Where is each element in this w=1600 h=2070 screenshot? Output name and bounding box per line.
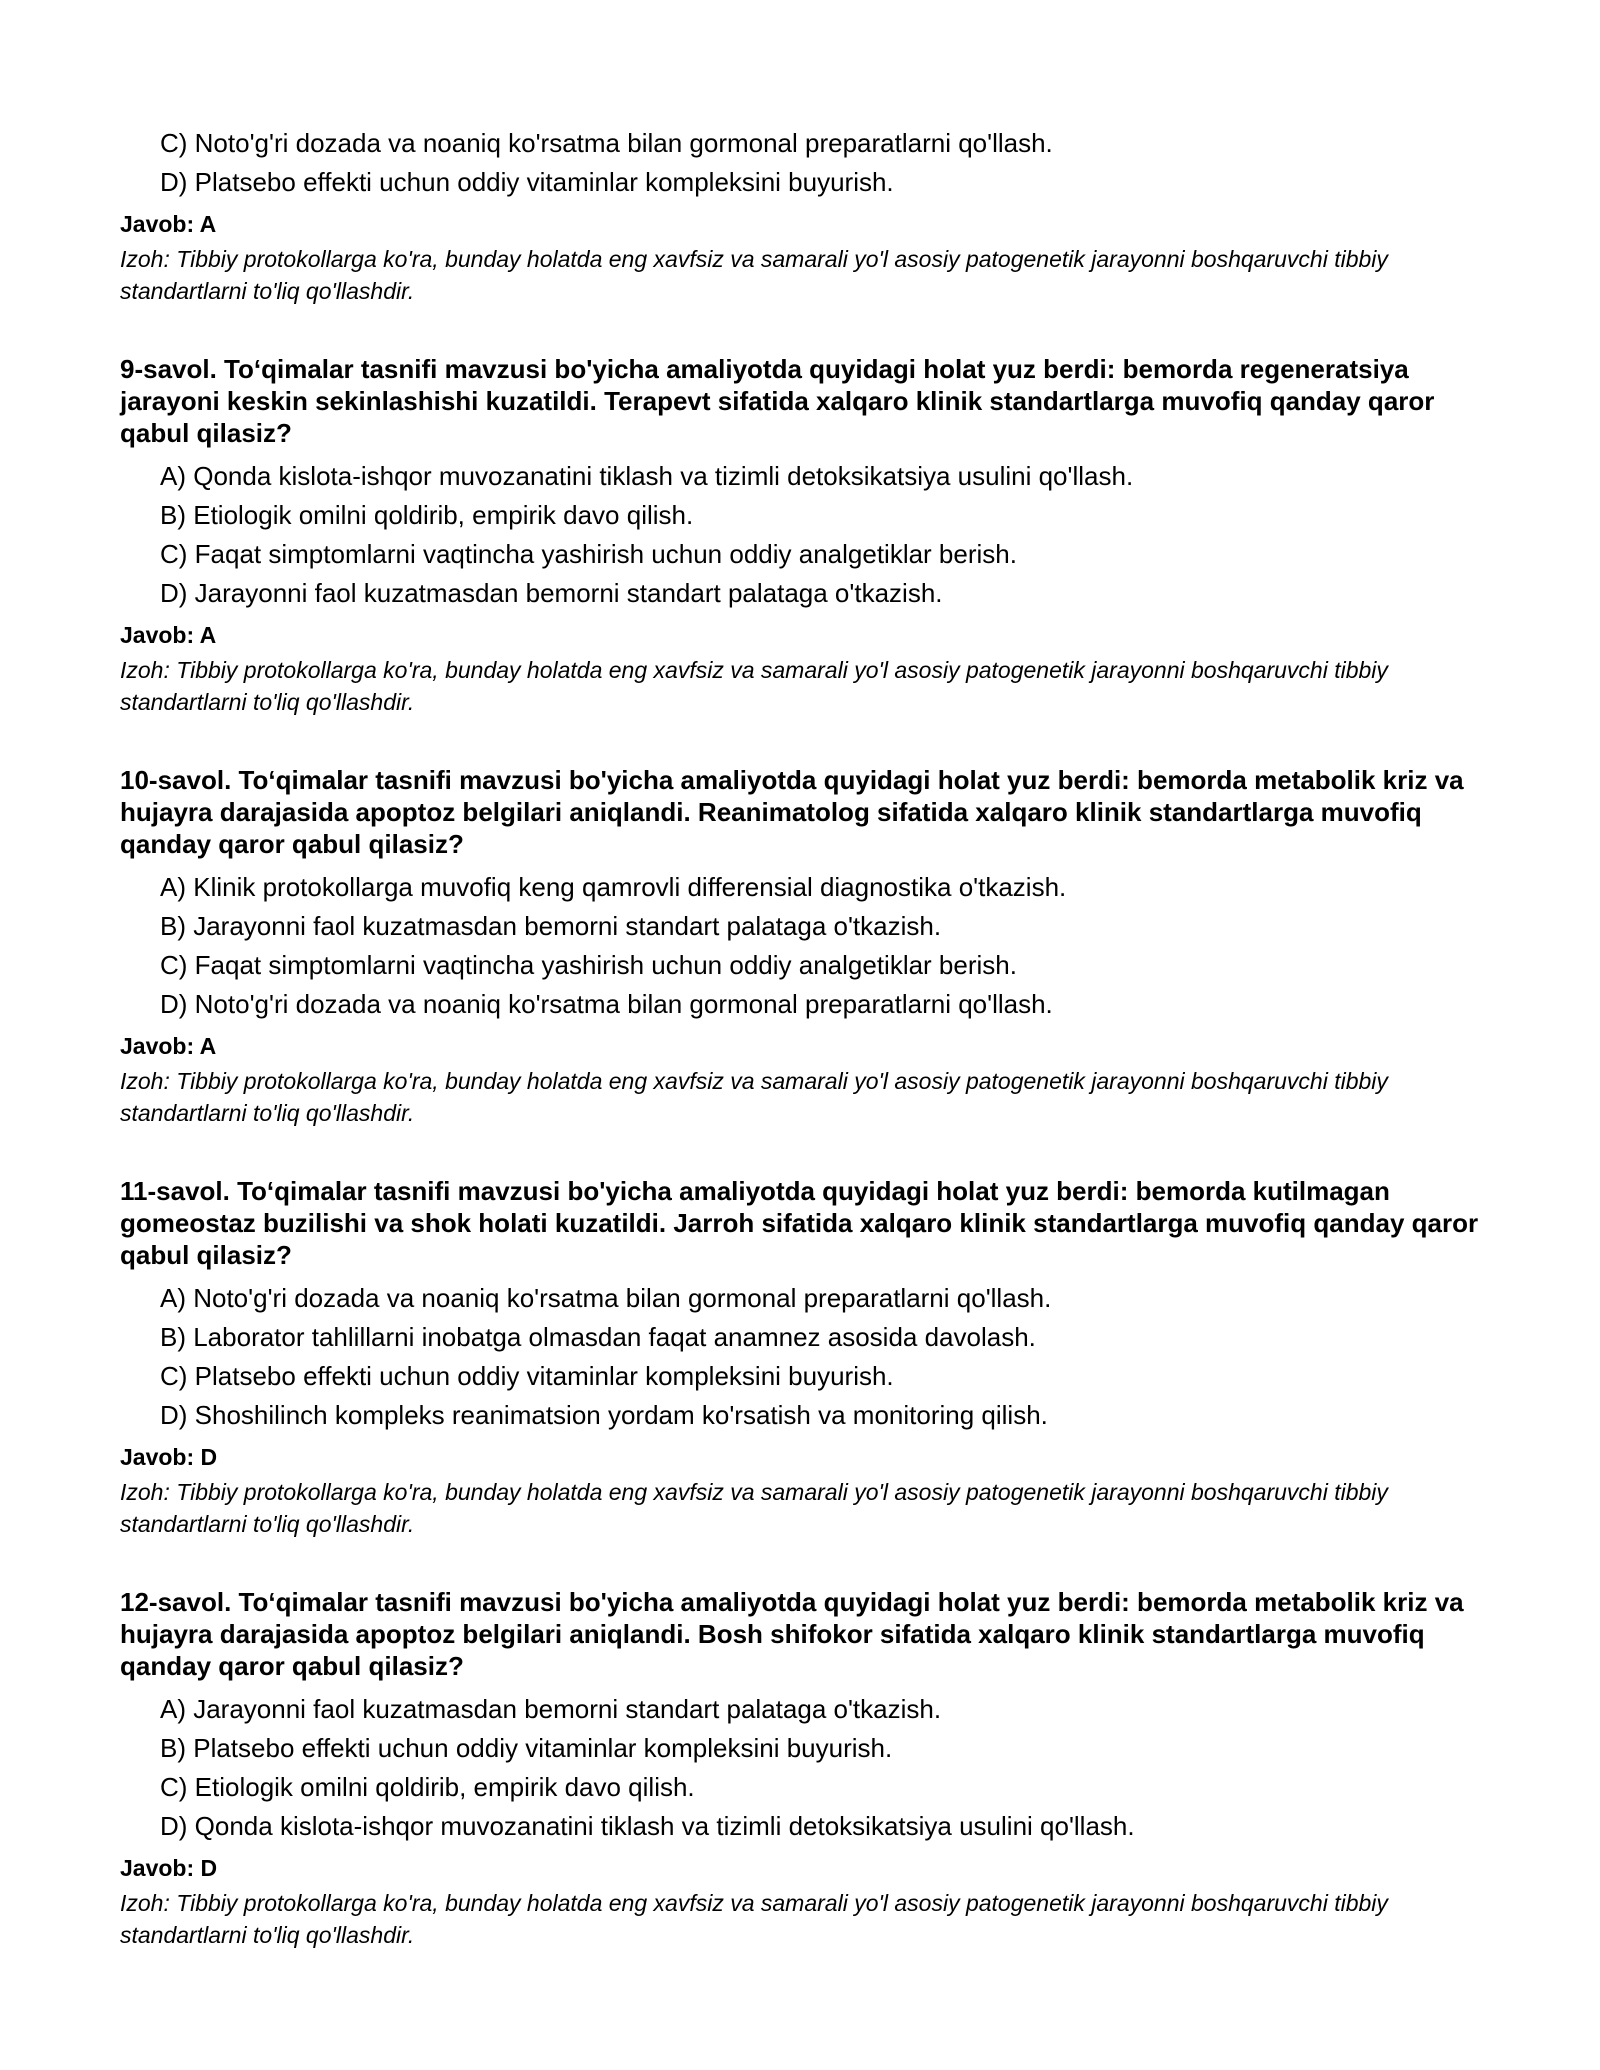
question-title: 11-savol. To‘qimalar tasnifi mavzusi bo'yicha amaliyotda quyidagi holat yuz berdi: bemorda kutilmagan gomeostaz buzilishi va shok holati kuzatildi. Jarroh sifatida xalqaro klinik standartlarga muvofiq qanday qaror qabul qilasiz? [120, 1176, 1479, 1270]
explanation-note: Izoh: Tibbiy protokollarga ko'ra, bunday holatda eng xavfsiz va samarali yo'l asosiy patogenetik jarayonni boshqaruvchi tibbiy standartlarni to'liq qo'llashdir. [120, 246, 1388, 304]
explanation-note: Izoh: Tibbiy protokollarga ko'ra, bunday holatda eng xavfsiz va samarali yo'l asosiy patogenetik jarayonni boshqaruvchi tibbiy standartlarni to'liq qo'llashdir. [120, 657, 1388, 715]
question-9 [120, 353, 1490, 718]
explanation-note: Izoh: Tibbiy protokollarga ko'ra, bunday holatda eng xavfsiz va samarali yo'l asosiy patogenetik jarayonni boshqaruvchi tibbiy standartlarni to'liq qo'llashdir. [120, 1479, 1388, 1537]
option-b: B) Etiologik omilni qoldirib, empirik davo qilish. [160, 500, 694, 530]
option-c: C) Etiologik omilni qoldirib, empirik davo qilish. [160, 1772, 695, 1802]
answer: Javob: A [120, 211, 217, 237]
option-a: A) Klinik protokollarga muvofiq keng qamrovli differensial diagnostika o'tkazish. [160, 872, 1067, 902]
option-d: D) Jarayonni faol kuzatmasdan bemorni standart palataga o'tkazish. [160, 578, 943, 608]
explanation-note: Izoh: Tibbiy protokollarga ko'ra, bunday holatda eng xavfsiz va samarali yo'l asosiy patogenetik jarayonni boshqaruvchi tibbiy standartlarni to'liq qo'llashdir. [120, 1890, 1388, 1948]
option-a: A) Jarayonni faol kuzatmasdan bemorni standart palataga o'tkazish. [160, 1694, 942, 1724]
option-a: A) Qonda kislota-ishqor muvozanatini tiklash va tizimli detoksikatsiya usulini qo'llash. [160, 461, 1134, 491]
answer: Javob: D [120, 1444, 218, 1470]
option-d: D) Shoshilinch kompleks reanimatsion yordam ko'rsatish va monitoring qilish. [160, 1400, 1048, 1430]
option-c: C) Faqat simptomlarni vaqtincha yashirish uchun oddiy analgetiklar berish. [160, 539, 1017, 569]
question-title: 9-savol. To‘qimalar tasnifi mavzusi bo'yicha amaliyotda quyidagi holat yuz berdi: bemorda regeneratsiya jarayoni keskin sekinlashishi kuzatildi. Terapevt sifatida xalqaro klinik standartlarga muvofiq qanday qaror qabul qilasiz? [120, 354, 1435, 448]
explanation-note: Izoh: Tibbiy protokollarga ko'ra, bunday holatda eng xavfsiz va samarali yo'l asosiy patogenetik jarayonni boshqaruvchi tibbiy standartlarni to'liq qo'llashdir. [120, 1068, 1388, 1126]
option-c: C) Noto'g'ri dozada va noaniq ko'rsatma bilan gormonal preparatlarni qo'llash. [160, 128, 1053, 158]
option-d: D) Platsebo effekti uchun oddiy vitaminlar kompleksini buyurish. [160, 167, 894, 197]
option-b: B) Platsebo effekti uchun oddiy vitaminlar kompleksini buyurish. [160, 1733, 893, 1763]
option-a: A) Noto'g'ri dozada va noaniq ko'rsatma bilan gormonal preparatlarni qo'llash. [160, 1283, 1052, 1313]
option-c: C) Faqat simptomlarni vaqtincha yashirish uchun oddiy analgetiklar berish. [160, 950, 1017, 980]
answer: Javob: D [120, 1855, 218, 1881]
question-11 [120, 1175, 1490, 1540]
question-continuation [120, 124, 1490, 307]
answer: Javob: A [120, 1033, 217, 1059]
option-d: D) Noto'g'ri dozada va noaniq ko'rsatma bilan gormonal preparatlarni qo'llash. [160, 989, 1053, 1019]
document-page [120, 124, 1490, 1951]
question-title: 12-savol. To‘qimalar tasnifi mavzusi bo'yicha amaliyotda quyidagi holat yuz berdi: bemorda metabolik kriz va hujayra darajasida apoptoz belgilari aniqlandi. Bosh shifokor sifatida xalqaro klinik standartlarga muvofiq qanday qaror qabul qilasiz? [120, 1587, 1464, 1681]
answer: Javob: A [120, 622, 217, 648]
question-10 [120, 764, 1490, 1129]
question-title: 10-savol. To‘qimalar tasnifi mavzusi bo'yicha amaliyotda quyidagi holat yuz berdi: bemorda metabolik kriz va hujayra darajasida apoptoz belgilari aniqlandi. Reanimatolog sifatida xalqaro klinik standartlarga muvofiq qanday qaror qabul qilasiz? [120, 765, 1464, 859]
question-12 [120, 1586, 1490, 1951]
option-c: C) Platsebo effekti uchun oddiy vitaminlar kompleksini buyurish. [160, 1361, 894, 1391]
option-b: B) Jarayonni faol kuzatmasdan bemorni standart palataga o'tkazish. [160, 911, 942, 941]
option-d: D) Qonda kislota-ishqor muvozanatini tiklash va tizimli detoksikatsiya usulini qo'llash. [160, 1811, 1135, 1841]
option-b: B) Laborator tahlillarni inobatga olmasdan faqat anamnez asosida davolash. [160, 1322, 1036, 1352]
